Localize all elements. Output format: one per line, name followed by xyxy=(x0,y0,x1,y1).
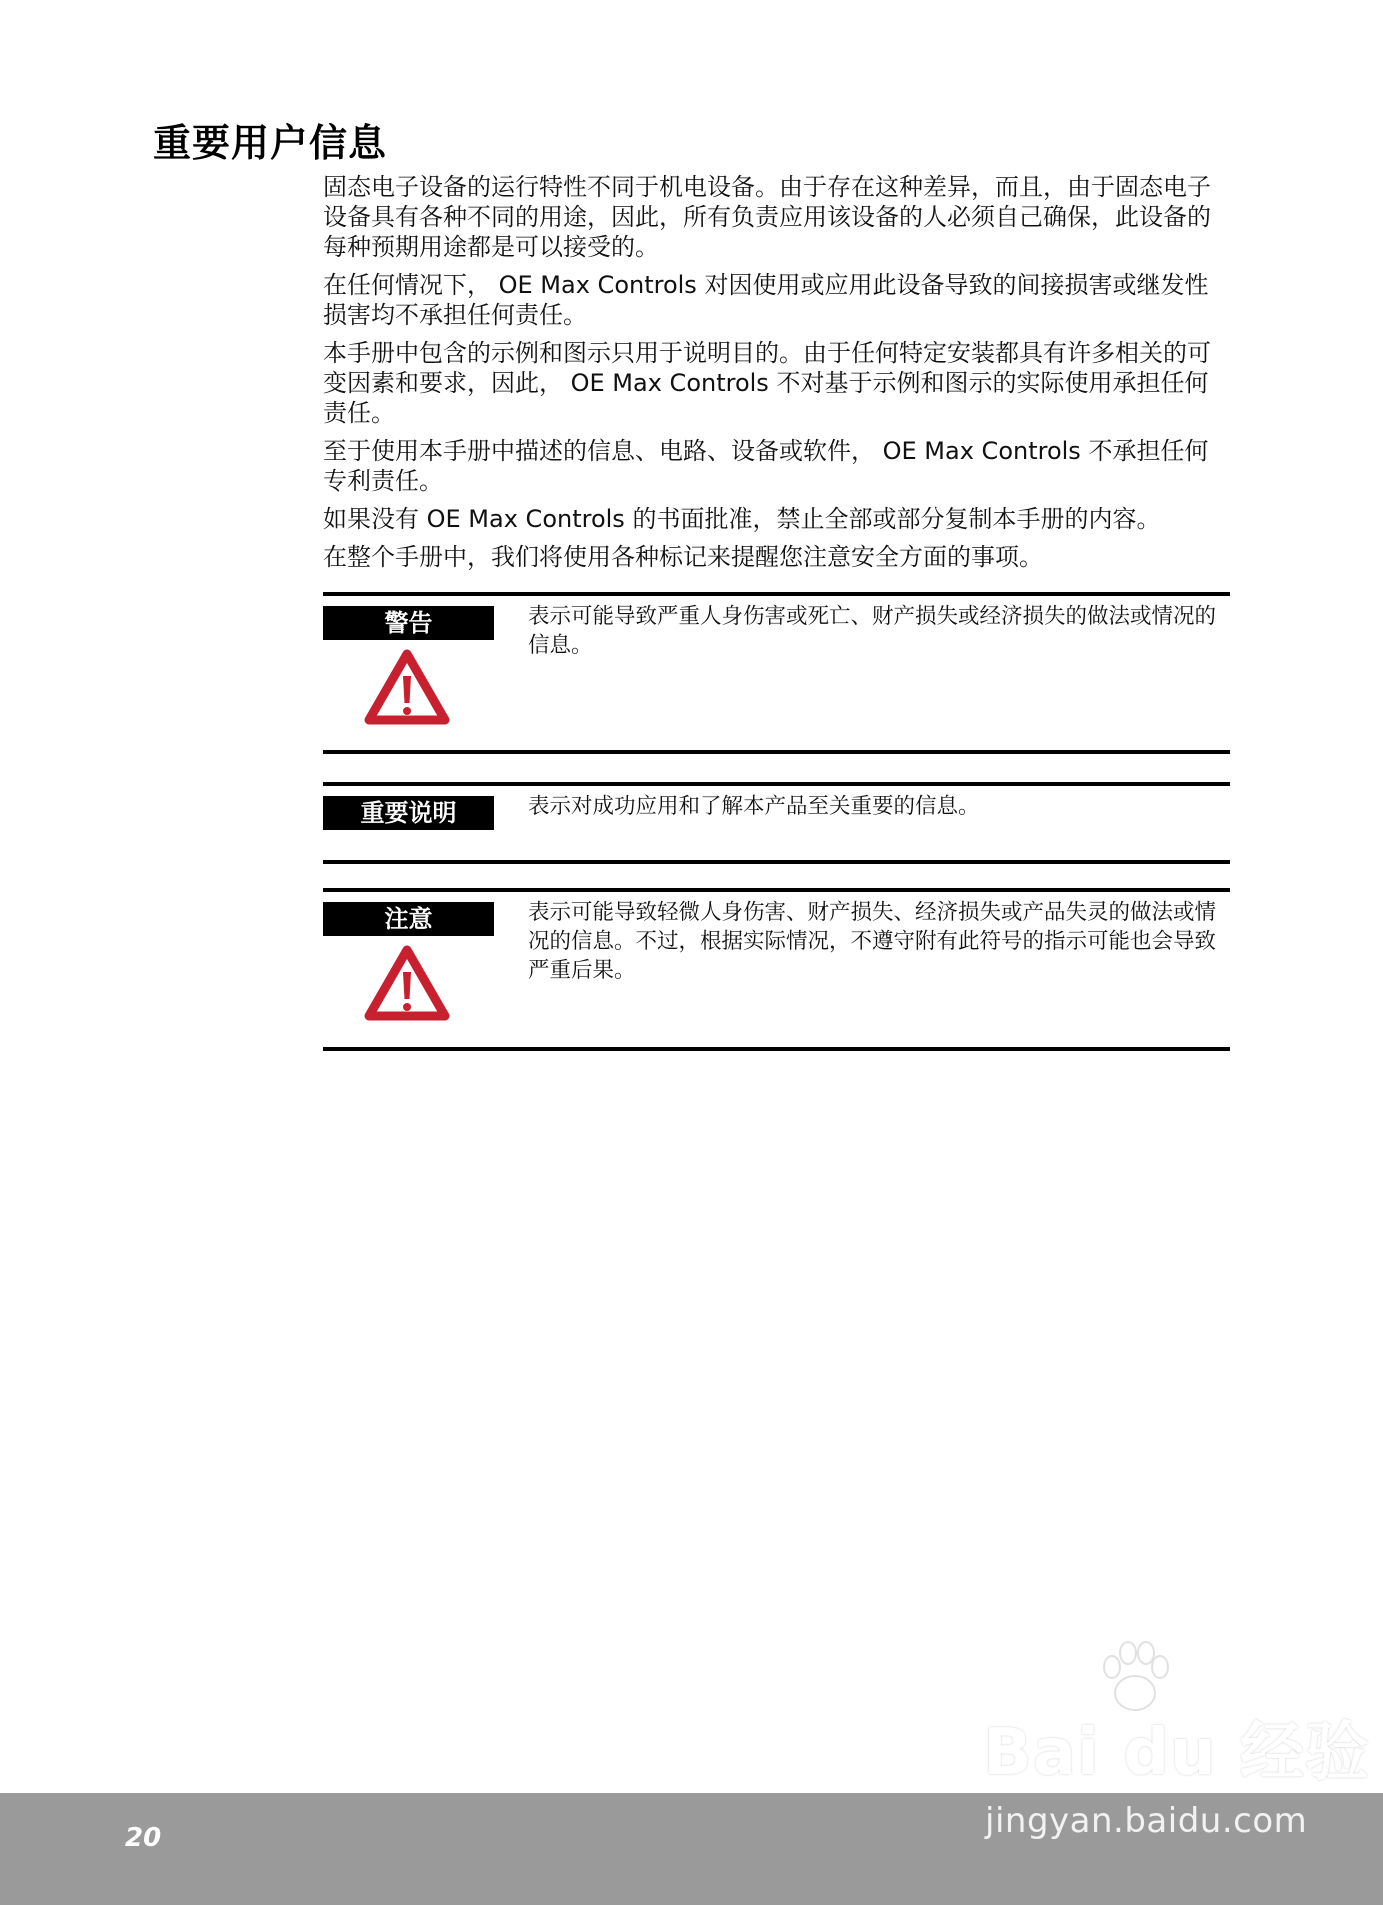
body-text xyxy=(323,172,1223,580)
caution-notice xyxy=(323,888,1230,1051)
page-title: 重要用户信息 xyxy=(153,121,388,165)
warning-notice xyxy=(323,592,1230,754)
important-notice xyxy=(323,782,1230,864)
caution-label: 注意 xyxy=(323,902,494,936)
page-footer xyxy=(0,1716,1383,1905)
caution-text: 表示可能导致轻微人身伤害、财产损失、经济损失或产品失灵的做法或情况的信息。不过，根据实际情况，不遵守附有此符号的指示可能也会导致严重后果。 xyxy=(528,900,1217,983)
watermark-url: jingyan.baidu.com xyxy=(985,1801,1308,1841)
warning-triangle-icon xyxy=(363,648,451,726)
warning-label: 警告 xyxy=(323,606,494,640)
warning-triangle-icon xyxy=(363,944,451,1022)
paragraph: 在整个手册中，我们将使用各种标记来提醒您注意安全方面的事项。 xyxy=(323,543,1043,571)
page-number: 20 xyxy=(125,1823,162,1853)
important-label: 重要说明 xyxy=(323,796,494,830)
paragraph: 在任何情况下， OE Max Controls 对因使用或应用此设备导致的间接损害或继发性损害均不承担任何责任。 xyxy=(323,271,1209,329)
paragraph: 固态电子设备的运行特性不同于机电设备。由于存在这种差异，而且，由于固态电子设备具有各种不同的用途，因此，所有负责应用该设备的人必须自己确保，此设备的每种预期用途都是可以接受的。 xyxy=(323,173,1211,261)
warning-text: 表示可能导致严重人身伤害或死亡、财产损失或经济损失的做法或情况的信息。 xyxy=(528,604,1217,658)
watermark-brand: Bai du 经验 xyxy=(983,1716,1370,1790)
paragraph: 至于使用本手册中描述的信息、电路、设备或软件， OE Max Controls 不承担任何专利责任。 xyxy=(323,437,1209,495)
paragraph: 本手册中包含的示例和图示只用于说明目的。由于任何特定安装都具有许多相关的可变因素和要求，因此， OE Max Controls 不对基于示例和图示的实际使用承担任何责任。 xyxy=(323,339,1211,427)
important-text: 表示对成功应用和了解本产品至关重要的信息。 xyxy=(528,794,980,819)
paragraph: 如果没有 OE Max Controls 的书面批准，禁止全部或部分复制本手册的内容。 xyxy=(323,505,1161,533)
